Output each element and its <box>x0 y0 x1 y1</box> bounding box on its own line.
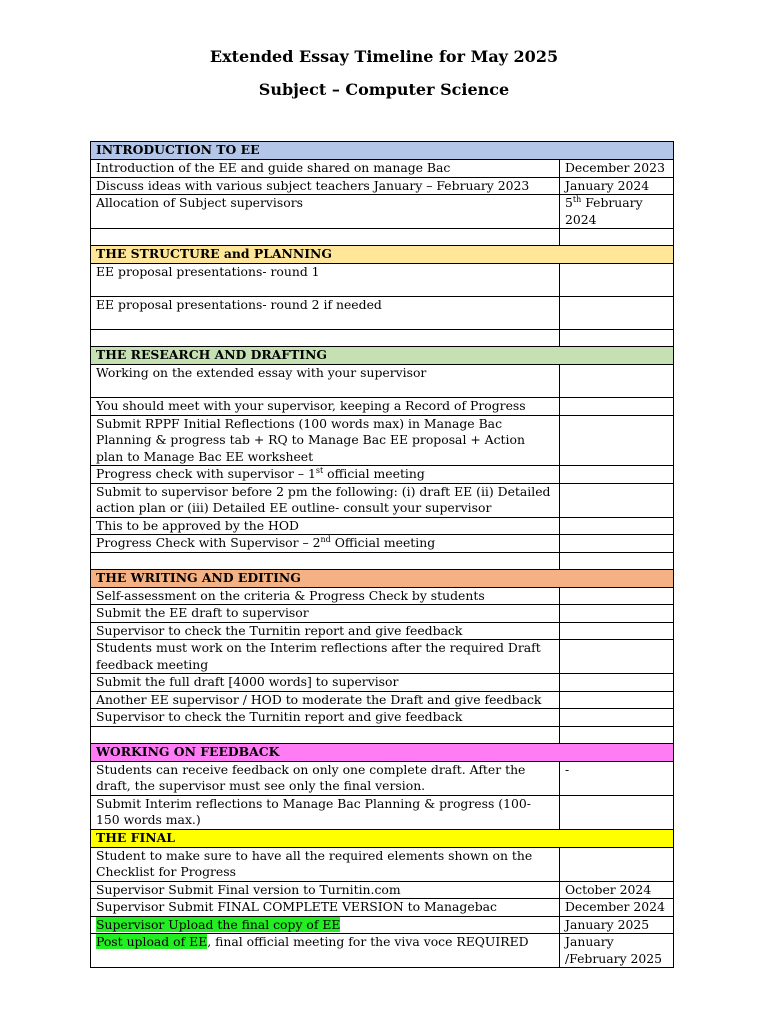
section-header-row <box>91 246 674 264</box>
task-cell <box>91 466 560 484</box>
date-cell <box>560 795 674 829</box>
task-cell <box>91 934 560 968</box>
date-cell <box>560 535 674 553</box>
date-text: October 2024 <box>565 881 652 897</box>
task-text: Students can receive feedback on only one complete draft. After the draft, the supervisor must see only the final version. <box>96 761 526 793</box>
date-cell <box>560 916 674 934</box>
task-text: Another EE supervisor / HOD to moderate the Draft and give feedback <box>96 691 542 707</box>
task-cell <box>91 483 560 517</box>
date-cell <box>560 761 674 795</box>
task-cell <box>91 415 560 466</box>
task-cell <box>91 916 560 934</box>
task-cell <box>91 795 560 829</box>
table-row <box>91 587 674 605</box>
table-row <box>91 640 674 674</box>
task-text: Discuss ideas with various subject teachers January – February 2023 <box>96 177 530 193</box>
task-cell <box>91 761 560 795</box>
table-row <box>91 709 674 727</box>
table-row <box>91 264 674 297</box>
task-cell <box>91 552 560 569</box>
date-cell <box>560 264 674 297</box>
section-header-row <box>91 347 674 365</box>
task-text: Supervisor to check the Turnitin report and give feedback <box>96 709 463 724</box>
task-text: Self-assessment on the criteria & Progress Check by students <box>96 587 485 603</box>
date-cell <box>560 365 674 398</box>
table-row <box>91 691 674 709</box>
table-row <box>91 899 674 917</box>
task-text: You should meet with your supervisor, keeping a Record of Progress <box>96 398 526 413</box>
table-row <box>91 229 674 246</box>
date-cell <box>560 466 674 484</box>
task-text: Allocation of Subject supervisors <box>96 195 303 210</box>
task-superscript: st <box>315 465 324 475</box>
table-row <box>91 517 674 535</box>
date-cell <box>560 195 674 229</box>
task-text: Supervisor Submit FINAL COMPLETE VERSION to Managebac <box>96 899 497 914</box>
task-cell <box>91 691 560 709</box>
timeline-table <box>90 141 674 968</box>
date-cell <box>560 847 674 881</box>
date-text-prefix: 5 <box>565 195 573 210</box>
task-text: Supervisor to check the Turnitin report and give feedback <box>96 622 463 638</box>
table-row <box>91 605 674 623</box>
task-cell <box>91 297 560 330</box>
task-cell <box>91 709 560 727</box>
task-cell <box>91 330 560 347</box>
table-row <box>91 761 674 795</box>
section-header-row <box>91 569 674 587</box>
task-text: Student to make sure to have all the required elements shown on the Checklist for Progress <box>96 847 533 879</box>
task-cell <box>91 587 560 605</box>
task-cell <box>91 195 560 229</box>
date-cell <box>560 415 674 466</box>
date-cell <box>560 160 674 178</box>
section-heading: THE WRITING AND EDITING <box>91 569 674 587</box>
task-cell <box>91 398 560 416</box>
date-cell <box>560 483 674 517</box>
task-text: Submit the full draft [4000 words] to supervisor <box>96 674 399 689</box>
date-cell <box>560 330 674 347</box>
section-heading: INTRODUCTION TO EE <box>91 142 674 160</box>
table-row <box>91 881 674 899</box>
date-cell <box>560 899 674 917</box>
document-title: Extended Essay Timeline for May 2025 <box>209 47 559 66</box>
task-cell <box>91 517 560 535</box>
table-row <box>91 795 674 829</box>
task-text: Submit RPPF Initial Reflections (100 words max) in Manage Bac Planning & progress tab + RQ to Manage Bac EE proposal + Action plan to Manage Bac EE worksheet <box>96 415 525 464</box>
table-row <box>91 535 674 553</box>
table-row <box>91 177 674 195</box>
date-cell <box>560 674 674 692</box>
task-cell <box>91 605 560 623</box>
section-heading: THE RESEARCH AND DRAFTING <box>91 347 674 365</box>
table-row <box>91 483 674 517</box>
date-cell <box>560 297 674 330</box>
task-text: This to be approved by the HOD <box>96 517 299 533</box>
date-cell <box>560 691 674 709</box>
highlighted-text: Supervisor Upload the final copy of EE <box>96 916 341 932</box>
date-cell <box>560 517 674 535</box>
table-row <box>91 365 674 398</box>
table-row <box>91 674 674 692</box>
table-row <box>91 195 674 229</box>
task-cell <box>91 881 560 899</box>
task-text: EE proposal presentations- round 2 if needed <box>96 297 382 312</box>
table-row <box>91 160 674 178</box>
section-header-row <box>91 743 674 761</box>
date-superscript: th <box>572 194 582 204</box>
document-subject: Subject – Computer Science <box>258 80 510 99</box>
date-cell <box>560 552 674 569</box>
task-text: Supervisor Submit Final version to Turnitin.com <box>96 881 401 897</box>
date-cell <box>560 587 674 605</box>
task-cell <box>91 899 560 917</box>
task-cell <box>91 365 560 398</box>
section-heading: WORKING ON FEEDBACK <box>91 743 674 761</box>
date-cell <box>560 605 674 623</box>
task-text: Introduction of the EE and guide shared on manage Bac <box>96 160 451 175</box>
table-row <box>91 466 674 484</box>
task-text: Students must work on the Interim reflections after the required Draft feedback meeting <box>96 640 541 672</box>
table-row <box>91 330 674 347</box>
task-cell <box>91 229 560 246</box>
date-cell <box>560 881 674 899</box>
date-cell <box>560 726 674 743</box>
task-text: Official meeting <box>330 535 436 550</box>
section-header-row <box>91 142 674 160</box>
date-cell <box>560 398 674 416</box>
task-text: EE proposal presentations- round 1 <box>96 264 320 279</box>
task-text: , final official meeting for the viva voce REQUIRED <box>207 934 529 949</box>
table-row <box>91 415 674 466</box>
table-row <box>91 297 674 330</box>
table-row <box>91 622 674 640</box>
section-heading: THE STRUCTURE and PLANNING <box>91 246 674 264</box>
date-text: January /February 2025 <box>565 934 663 966</box>
task-cell <box>91 726 560 743</box>
task-cell <box>91 640 560 674</box>
date-text: January 2025 <box>565 916 650 932</box>
task-cell <box>91 622 560 640</box>
date-text: - <box>565 761 570 777</box>
table-row <box>91 726 674 743</box>
task-cell <box>91 177 560 195</box>
task-text: Submit Interim reflections to Manage Bac Planning & progress (100-150 words max.) <box>96 795 531 827</box>
table-row <box>91 934 674 968</box>
date-cell <box>560 229 674 246</box>
task-text: Working on the extended essay with your supervisor <box>96 365 427 380</box>
task-superscript: nd <box>320 534 331 544</box>
date-cell <box>560 622 674 640</box>
date-cell <box>560 177 674 195</box>
highlighted-text: Post upload of EE <box>96 934 208 949</box>
table-row <box>91 398 674 416</box>
task-text: Submit to supervisor before 2 pm the following: (i) draft EE (ii) Detailed action plan or (iii) Detailed EE outline- consult your supervisor <box>96 483 551 515</box>
task-cell <box>91 674 560 692</box>
date-text: February 2024 <box>565 195 643 227</box>
table-row <box>91 552 674 569</box>
task-cell <box>91 160 560 178</box>
section-header-row <box>91 829 674 847</box>
task-text: Submit the EE draft to supervisor <box>96 605 309 620</box>
task-cell <box>91 535 560 553</box>
section-heading: THE FINAL <box>91 829 674 847</box>
table-row <box>91 916 674 934</box>
task-text-prefix: Progress Check with Supervisor – 2 <box>96 535 321 550</box>
date-text: December 2023 <box>565 160 665 175</box>
date-cell <box>560 709 674 727</box>
task-cell <box>91 847 560 881</box>
date-cell <box>560 934 674 968</box>
table-row <box>91 847 674 881</box>
task-text-prefix: Progress check with supervisor – 1 <box>96 466 316 481</box>
task-cell <box>91 264 560 297</box>
date-text: January 2024 <box>565 177 650 193</box>
task-text: official meeting <box>323 466 425 481</box>
date-text: December 2024 <box>565 899 665 914</box>
date-cell <box>560 640 674 674</box>
